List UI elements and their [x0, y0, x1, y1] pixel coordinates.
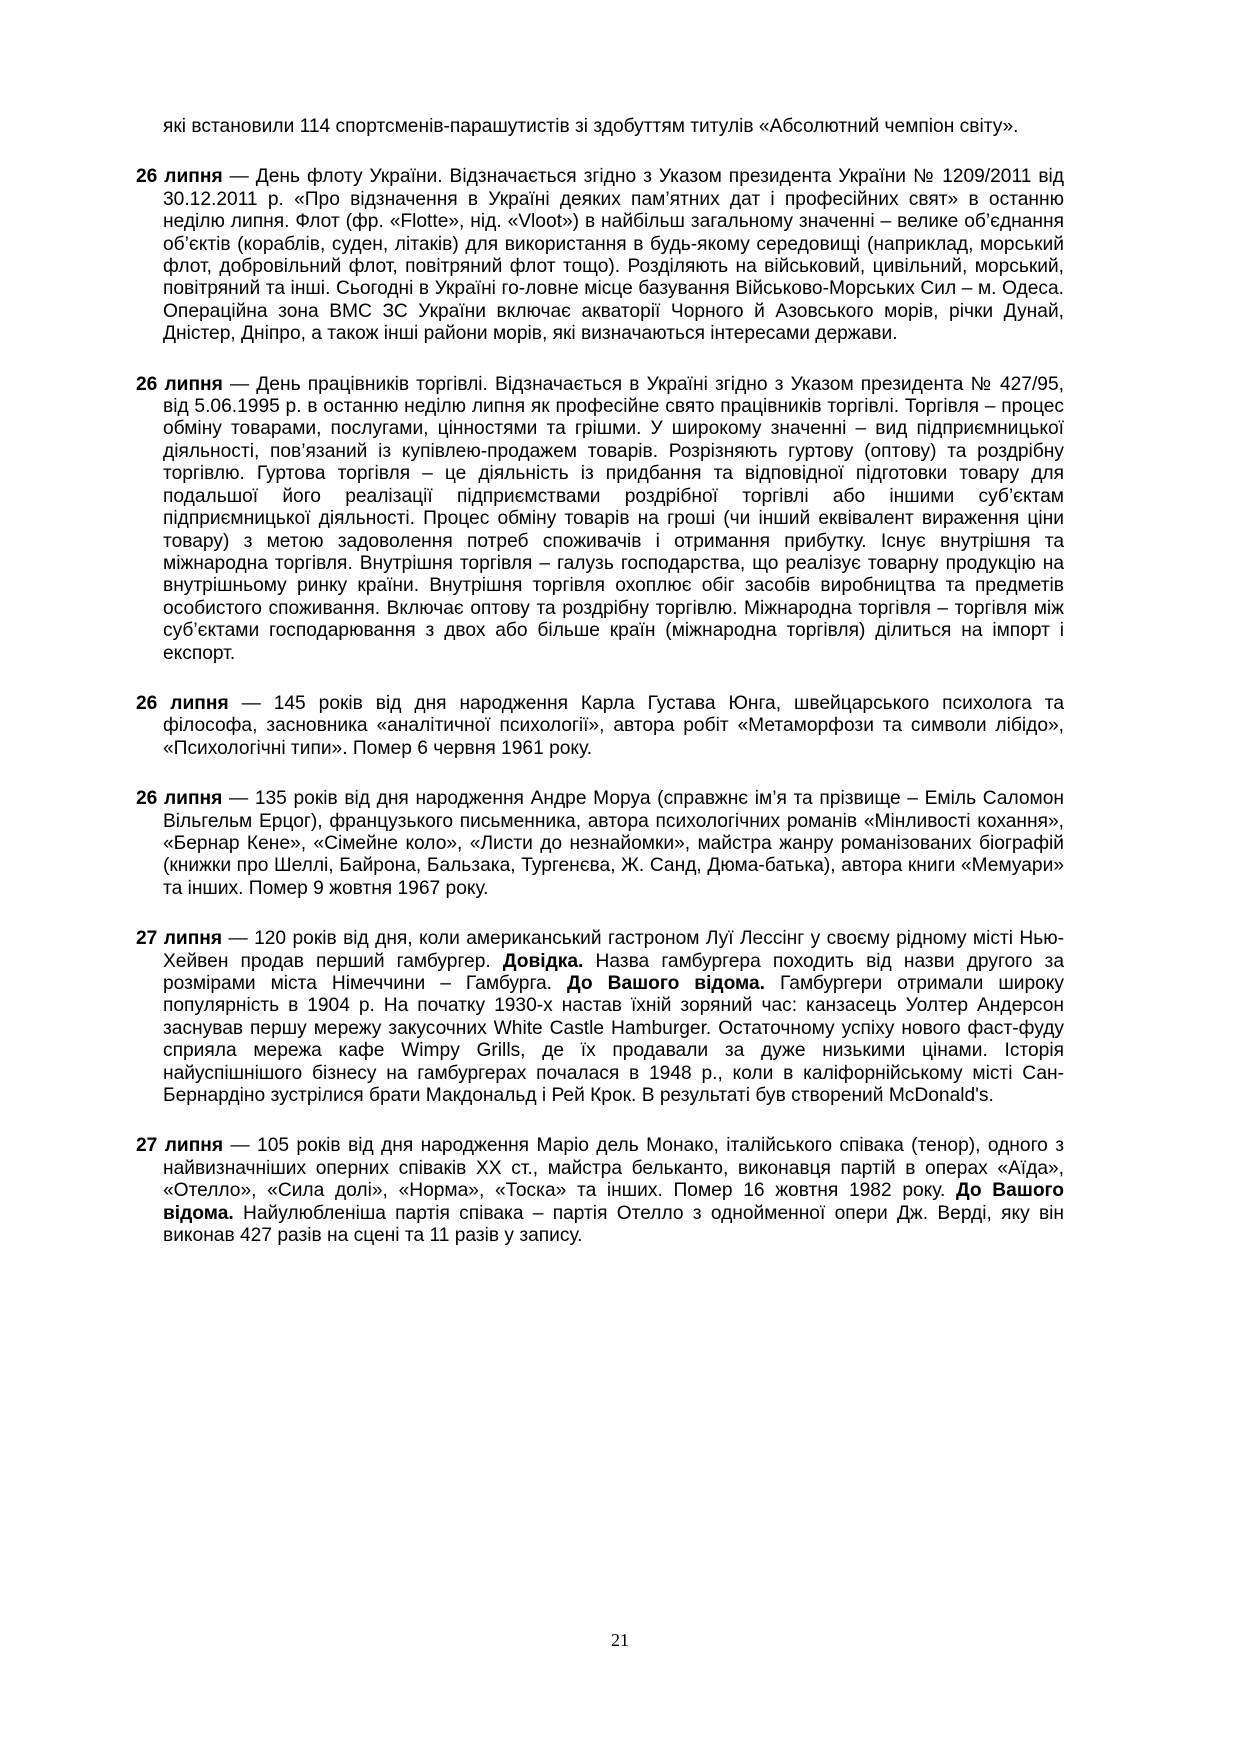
entry-hamburger: [136, 928, 1064, 1107]
entry-text: Назва гамбургера походить від назви другого за розмірами міста Німеччини – Гамбурга.: [163, 950, 1064, 994]
entry-date: 27 липня: [136, 1135, 224, 1157]
entry-text: Гамбургери отримали широку популярність в 1904 р. На початку 1930-х настав їхній зоряний час: канзасець Уолтер Андерсон заснував першу мережу закусочних White Castle Hamburger. Остаточному успіху нового фаст-фуду сприяла мережа кафе Wimpy Grills, де їх продавали за дуже низькими цінами. Історія найуспішнішого бізнесу на гамбургерах почалася в 1948 р., коли в каліфорнійському місті Сан-Бернардіно зустрілися брати Макдональд і Рей Крок. В результаті був створений McDonald's.: [163, 973, 1064, 1107]
entry-text: — 135 років від дня народження Андре Моруа (справжнє ім’я та прізвище – Еміль Саломон Вільгельм Ерцог), французького письменника, автора психологічних романів «Мінливості кохання», «Бернар Кене», «Сімейне коло», «Листи до незнайомки», майстра жанру романізованих біографій (книжки про Шеллі, Байрона, Бальзака, Тургенєва, Ж. Санд, Дюма-батька), автора книги «Мемуари» та інших. Помер 9 жовтня 1967 року.: [163, 788, 1064, 899]
entry-date: 26 липня: [136, 373, 223, 395]
entry-text: — 145 років від дня народження Карла Густава Юнга, швейцарського психолога та філософа, засновника «аналітичної психології», автора робіт «Метаморфози та символи лібідо», «Психологічні типи». Помер 6 червня 1961 року.: [163, 692, 1064, 759]
entry-del-monaco: [136, 1135, 1064, 1247]
entry-text: — 120 років від дня, коли американський гастроном Луї Лессінг у своєму рідному місті Нью-Хейвен продав перший гамбургер.: [163, 928, 1064, 972]
entry-date: 26 липня: [136, 788, 223, 810]
entry-jung: [136, 693, 1064, 760]
entry-text: — День працівників торгівлі. Відзначається в Україні згідно з Указом президента № 427/95, від 5.06.1995 р. в останню неділю липня як професійне свято працівників торгівлі. Торгівля – процес обміну товарами, послугами, цінностями та грішми. У широкому значенні – вид підприємницької діяльності, пов’язаний із купівлею-продажем товарів. Розрізняють гуртову (оптову) та роздрібну торгівлю. Гуртова торгівля – це діяльність із придбання та відповідної підготовки товару для подальшої його реалізації підприємствами роздрібної торгівлі або іншими суб’єктам підприємницької діяльності. Процес обміну товарів на гроші (чи інший еквівалент вираження ціни товару) з метою задоволення потреб споживачів і отримання прибутку. Існує внутрішня та міжнародна торгівля. Внутрішня торгівля – галузь господарства, що реалізує товарну продукцію на внутрішньому ринку країни. Внутрішня торгівля охоплює обіг засобів виробництва та предметів особистого споживання. Включає оптову та роздрібну торгівлю. Міжнародна торгівля – торгівля між суб’єктами господарювання з двох або більше країн (міжнародна торгівля) ділиться на імпорт і експорт.: [163, 373, 1064, 664]
entry-note-label: До Вашого відома.: [163, 1180, 1064, 1224]
entry-date: 26 липня: [136, 692, 229, 714]
entry-text: Найулюбленіша партія співака – партія Отелло з однойменної опери Дж. Верді, яку він виконав 427 разів на сцені та 11 разів у запису.: [163, 1202, 1064, 1247]
entry-note-label: Довідка.: [502, 950, 584, 972]
entry-text: які встановили 114 спортсменів-парашутистів зі здобуттям титулів «Абсолютний чемпіон світу».: [163, 116, 1019, 137]
entry-note-label: До Вашого відома.: [567, 973, 765, 994]
page-number: 21: [611, 1630, 629, 1650]
entry-text: — День флоту України. Відзначається згідно з Указом президента України № 1209/2011 від 30.12.2011 р. «Про відзначення в Україні деяких пам’ятних дат і професійних свят» в останню неділю липня. Флот (фр. «Flotte», нід. «Vloot») в найбільш загальному значенні – велике об’єднання об’єктів (кораблів, суден, літаків) для використання в будь-якому середовищі (наприклад, морський флот, добровільний флот, повітряний флот тощо). Розділяють на військовий, цивільний, морський, повітряний та інші. Сьогодні в Україні го-ловне місце базування Військово-Морських Сил – м. Одеса. Операційна зона ВМС ЗС України включає акваторії Чорного й Азовського морів, річки Дунай, Дністер, Дніпро, а також інші райони морів, які визначаються інтересами держави.: [163, 166, 1064, 345]
entry-fleet-day: [136, 166, 1064, 345]
entry-trade-day: [136, 374, 1064, 665]
document-body: [136, 116, 1064, 1247]
entry-text: — 105 років від дня народження Маріо дель Монако, італійського співака (тенор), одного з найвизначніших оперних співаків ХХ ст., майстра бельканто, виконавця партій в операх «Аїда», «Отелло», «Сила долі», «Норма», «Тоска» та інших. Помер 16 жовтня 1982 року.: [163, 1135, 1064, 1202]
entry-date: 26 липня: [136, 166, 223, 188]
entry-date: 27 липня: [136, 928, 223, 950]
entry-continuation: [136, 116, 1064, 138]
entry-maurois: [136, 788, 1064, 900]
